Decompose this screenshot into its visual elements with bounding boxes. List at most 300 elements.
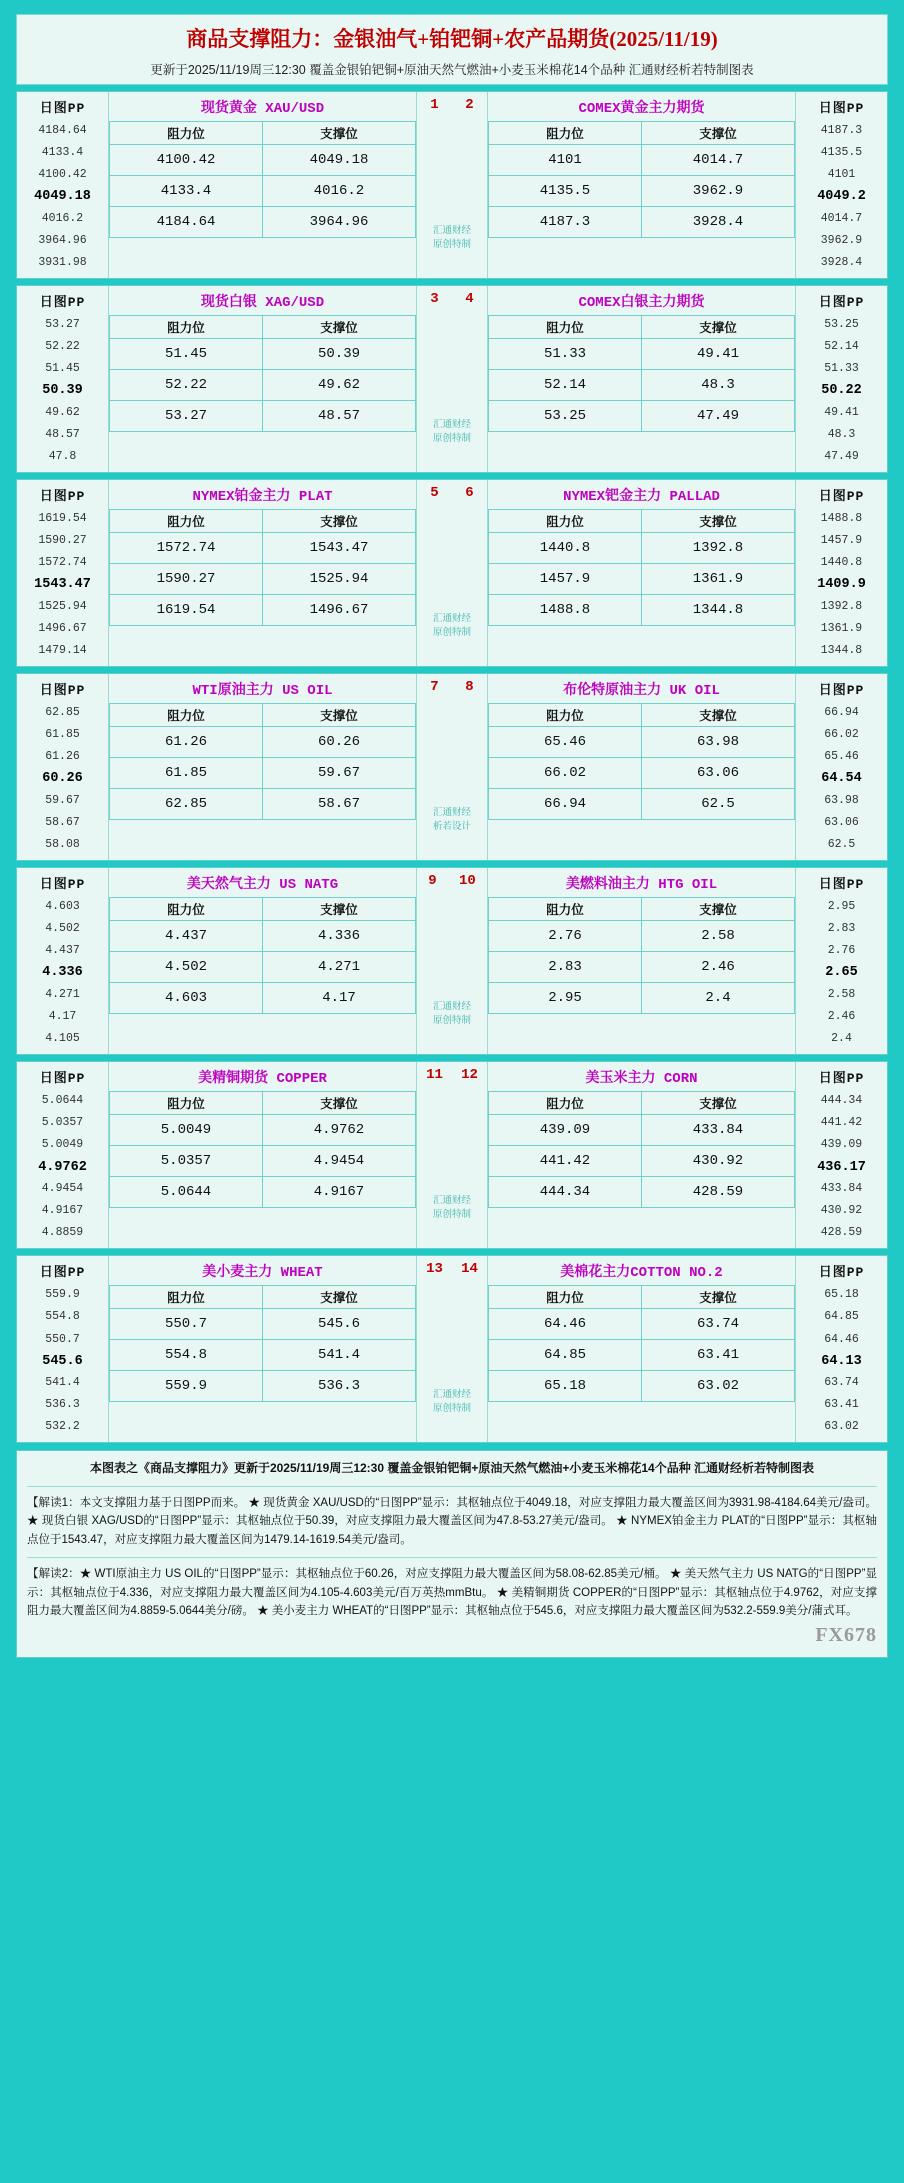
table-row <box>489 595 795 626</box>
watermark-line: 汇通财经 <box>432 418 471 430</box>
pivot-points-header: 日图PP <box>39 1071 86 1087</box>
resistance-value: 1440.8 <box>489 533 642 564</box>
instrument-panel-right <box>488 480 795 666</box>
pivot-points-header: 日图PP <box>39 295 86 311</box>
instrument-block <box>16 867 888 1055</box>
instrument-title: 美天然气主力 US NATG <box>186 877 339 894</box>
pivot-level: 64.46 <box>824 1332 859 1346</box>
pivot-points-column-right <box>795 480 887 666</box>
pivot-level: 4101 <box>827 168 856 182</box>
pivot-level: 2.46 <box>827 1010 856 1024</box>
pivot-points-list <box>17 508 108 666</box>
support-value: 1392.8 <box>642 533 795 564</box>
instrument-panel-right <box>488 868 795 1054</box>
pivot-points-column-right <box>795 674 887 860</box>
pivot-level: 4.9454 <box>41 1182 84 1196</box>
pivot-value: 64.13 <box>821 1353 862 1369</box>
block-number: 8 <box>465 679 474 696</box>
column-header-resistance: 阻力位 <box>110 510 263 533</box>
table-header-row <box>110 122 416 145</box>
pivot-level: 3964.96 <box>38 233 87 247</box>
instrument-block <box>16 1061 888 1249</box>
block-index-column <box>416 1062 488 1248</box>
table-row <box>489 370 795 401</box>
pivot-points-list <box>17 120 108 278</box>
table-row <box>110 1115 416 1146</box>
support-value: 428.59 <box>642 1177 795 1208</box>
table-row <box>110 533 416 564</box>
table-row <box>489 727 795 758</box>
pivot-points-column-left <box>17 1062 109 1248</box>
resistance-value: 4135.5 <box>489 176 642 207</box>
table-row <box>489 145 795 176</box>
table-row <box>110 207 416 238</box>
pivot-points-list <box>17 1284 108 1442</box>
block-index-column <box>416 480 488 666</box>
pivot-points-column-left <box>17 286 109 472</box>
instrument-title: COMEX黄金主力期货 <box>578 101 705 117</box>
pivot-level: 48.57 <box>45 427 80 441</box>
support-value: 63.02 <box>642 1371 795 1402</box>
legend-2: 【解读2：★ WTI原油主力 US OIL的“日图PP”显示：其枢轴点位于60.26，对应支撑阻力最大覆盖区间为58.08-62.85美元/桶。 ★ 美天然气主力 US NATG的“日图PP”显示：其枢轴点位于4.336，对应支撑阻力最大覆盖区间为4.105-4.603美元/百万英热mmBtu。 ★ 美精铜期货 COPPER的“日图PP”显示：其枢轴点位于4.9762，对应支撑阻力最大覆盖区间为4.8859-5.0644美分/磅。 ★ 美小麦主力 WHEAT的“日图PP”显示：其枢轴点位于545.6，对应支撑阻力最大覆盖区间为532.2-559.9美分/蒲式耳。 <box>27 1557 877 1620</box>
support-value: 58.67 <box>263 789 416 820</box>
pivot-level: 554.8 <box>45 1310 80 1324</box>
resistance-value: 441.42 <box>489 1146 642 1177</box>
table-header-row <box>110 1286 416 1309</box>
watermark-line: 汇通财经 <box>432 1194 471 1206</box>
pivot-level: 2.95 <box>827 900 856 914</box>
instrument-panel-left <box>109 286 416 472</box>
support-value: 4.336 <box>263 921 416 952</box>
table-header-row <box>489 1286 795 1309</box>
resistance-value: 4133.4 <box>110 176 263 207</box>
column-header-resistance: 阻力位 <box>489 316 642 339</box>
page-title: 商品支撑阻力：金银油气+铂钯铜+农产品期货(2025/11/19) <box>186 27 718 51</box>
table-row <box>110 401 416 432</box>
instrument-block <box>16 673 888 861</box>
column-header-resistance: 阻力位 <box>110 1286 263 1309</box>
column-header-resistance: 阻力位 <box>110 316 263 339</box>
pivot-level: 63.41 <box>824 1398 859 1412</box>
support-value: 4.271 <box>263 952 416 983</box>
pivot-level: 4.502 <box>45 922 80 936</box>
pivot-points-column-right <box>795 1256 887 1442</box>
resistance-value: 1619.54 <box>110 595 263 626</box>
table-row <box>489 921 795 952</box>
table-row <box>489 1115 795 1146</box>
pivot-level: 4135.5 <box>820 146 863 160</box>
watermark-line: 汇通财经 <box>432 1388 471 1400</box>
support-value: 4.9762 <box>263 1115 416 1146</box>
instrument-block <box>16 1255 888 1443</box>
instrument-title: 现货白银 XAG/USD <box>200 295 325 312</box>
table-header-row <box>110 1092 416 1115</box>
pivot-points-header: 日图PP <box>39 489 86 505</box>
pivot-points-list <box>796 120 887 278</box>
table-row <box>110 1309 416 1340</box>
block-index-column <box>416 674 488 860</box>
pivot-value: 64.54 <box>821 771 862 787</box>
pivot-level: 4016.2 <box>41 211 84 225</box>
block-numbers <box>417 674 487 699</box>
table-row <box>489 983 795 1014</box>
watermark-line: 汇通财经 <box>432 806 471 818</box>
table-row <box>489 1309 795 1340</box>
support-value: 60.26 <box>263 727 416 758</box>
table-row <box>489 533 795 564</box>
pivot-level: 3931.98 <box>38 255 87 269</box>
levels-table <box>109 509 416 626</box>
resistance-value: 61.85 <box>110 758 263 789</box>
support-value: 4.9167 <box>263 1177 416 1208</box>
pivot-level: 1619.54 <box>38 512 87 526</box>
table-row <box>110 952 416 983</box>
column-header-resistance: 阻力位 <box>489 898 642 921</box>
support-value: 1496.67 <box>263 595 416 626</box>
pivot-level: 63.02 <box>824 1420 859 1434</box>
pivot-level: 53.27 <box>45 318 80 332</box>
pivot-points-list <box>17 702 108 860</box>
pivot-level: 59.67 <box>45 794 80 808</box>
pivot-level: 2.4 <box>831 1032 852 1046</box>
block-number: 9 <box>428 873 437 890</box>
resistance-value: 62.85 <box>110 789 263 820</box>
levels-table <box>488 121 795 238</box>
block-number: 6 <box>465 485 474 502</box>
instrument-title: 美精铜期货 COPPER <box>198 1071 327 1088</box>
instrument-panel-right <box>488 286 795 472</box>
block-numbers <box>417 868 487 893</box>
pivot-level: 1440.8 <box>820 556 863 570</box>
levels-table <box>488 1091 795 1208</box>
resistance-value: 65.46 <box>489 727 642 758</box>
instrument-title: 美燃料油主力 HTG OIL <box>565 877 718 894</box>
column-header-resistance: 阻力位 <box>110 898 263 921</box>
watermark-line: 汇通财经 <box>432 1000 471 1012</box>
pivot-points-header: 日图PP <box>818 1265 865 1281</box>
instrument-title: 美玉米主力 CORN <box>585 1071 698 1088</box>
column-header-support: 支撑位 <box>263 316 416 339</box>
pivot-points-list <box>796 314 887 472</box>
pivot-points-header: 日图PP <box>818 877 865 893</box>
watermark-text <box>433 1388 471 1417</box>
support-value: 541.4 <box>263 1340 416 1371</box>
levels-table <box>488 703 795 820</box>
pivot-level: 62.85 <box>45 706 80 720</box>
table-header-row <box>110 316 416 339</box>
table-header-row <box>489 510 795 533</box>
column-header-resistance: 阻力位 <box>489 1286 642 1309</box>
pivot-level: 49.41 <box>824 405 859 419</box>
instrument-title: NYMEX钯金主力 PALLAD <box>563 489 720 506</box>
resistance-value: 1572.74 <box>110 533 263 564</box>
pivot-level: 1392.8 <box>820 599 863 613</box>
support-value: 4.9454 <box>263 1146 416 1177</box>
block-number: 14 <box>461 1261 478 1278</box>
pivot-level: 430.92 <box>820 1204 863 1218</box>
resistance-value: 4184.64 <box>110 207 263 238</box>
instrument-title: 布伦特原油主力 UK OIL <box>563 683 720 700</box>
resistance-value: 4.502 <box>110 952 263 983</box>
pivot-points-list <box>796 508 887 666</box>
pivot-points-header: 日图PP <box>39 683 86 699</box>
instrument-panel-right <box>488 1256 795 1442</box>
block-numbers <box>417 92 487 117</box>
block-index-column <box>416 868 488 1054</box>
pivot-level: 52.22 <box>45 340 80 354</box>
support-value: 2.4 <box>642 983 795 1014</box>
column-header-support: 支撑位 <box>642 898 795 921</box>
pivot-value: 1409.9 <box>817 577 866 593</box>
pivot-level: 47.8 <box>48 450 77 464</box>
block-index-column <box>416 92 488 278</box>
pivot-level: 61.85 <box>45 728 80 742</box>
column-header-support: 支撑位 <box>263 898 416 921</box>
pivot-level: 1572.74 <box>38 556 87 570</box>
resistance-value: 51.45 <box>110 339 263 370</box>
pivot-level: 49.62 <box>45 405 80 419</box>
watermark-line: 原创特制 <box>432 1015 471 1027</box>
support-value: 433.84 <box>642 1115 795 1146</box>
block-number: 3 <box>430 291 439 308</box>
pivot-level: 61.26 <box>45 750 80 764</box>
pivot-points-column-left <box>17 92 109 278</box>
block-numbers <box>417 1062 487 1087</box>
pivot-level: 4133.4 <box>41 146 84 160</box>
pivot-level: 439.09 <box>820 1138 863 1152</box>
support-value: 50.39 <box>263 339 416 370</box>
pivot-value: 50.22 <box>821 383 862 399</box>
pivot-points-header: 日图PP <box>818 1071 865 1087</box>
table-row <box>110 1177 416 1208</box>
watermark-line: 原创特制 <box>432 1403 471 1415</box>
watermark-line: 原创特制 <box>432 1209 471 1221</box>
pivot-level: 2.76 <box>827 944 856 958</box>
support-value: 536.3 <box>263 1371 416 1402</box>
table-header-row <box>110 510 416 533</box>
support-value: 4049.18 <box>263 145 416 176</box>
table-row <box>489 1340 795 1371</box>
pivot-level: 4.17 <box>48 1010 77 1024</box>
pivot-level: 4184.64 <box>38 124 87 137</box>
pivot-points-header: 日图PP <box>39 877 86 893</box>
pivot-points-header: 日图PP <box>818 295 865 311</box>
column-header-support: 支撑位 <box>642 122 795 145</box>
table-row <box>110 595 416 626</box>
pivot-level: 433.84 <box>820 1182 863 1196</box>
pivot-level: 1590.27 <box>38 534 87 548</box>
support-value: 4016.2 <box>263 176 416 207</box>
table-row <box>110 1146 416 1177</box>
resistance-value: 4187.3 <box>489 207 642 238</box>
resistance-value: 554.8 <box>110 1340 263 1371</box>
pivot-level: 4.271 <box>45 988 80 1002</box>
watermark-text <box>433 806 471 835</box>
pivot-level: 550.7 <box>45 1332 80 1346</box>
resistance-value: 65.18 <box>489 1371 642 1402</box>
table-row <box>110 145 416 176</box>
block-index-column <box>416 286 488 472</box>
support-value: 59.67 <box>263 758 416 789</box>
table-header-row <box>489 122 795 145</box>
pivot-level: 51.33 <box>824 362 859 376</box>
pivot-level: 65.18 <box>824 1288 859 1302</box>
resistance-value: 2.83 <box>489 952 642 983</box>
instrument-block <box>16 91 888 279</box>
pivot-level: 1488.8 <box>820 512 863 526</box>
pivot-level: 63.06 <box>824 816 859 830</box>
levels-table <box>109 1285 416 1402</box>
column-header-resistance: 阻力位 <box>489 1092 642 1115</box>
table-header-row <box>489 898 795 921</box>
instrument-block <box>16 285 888 473</box>
resistance-value: 64.85 <box>489 1340 642 1371</box>
instrument-panel-left <box>109 1062 416 1248</box>
block-number: 7 <box>430 679 439 696</box>
instrument-panel-right <box>488 92 795 278</box>
support-value: 49.62 <box>263 370 416 401</box>
resistance-value: 2.76 <box>489 921 642 952</box>
resistance-value: 66.94 <box>489 789 642 820</box>
column-header-resistance: 阻力位 <box>110 122 263 145</box>
support-value: 48.3 <box>642 370 795 401</box>
pivot-points-header: 日图PP <box>39 101 86 116</box>
pivot-level: 3962.9 <box>820 233 863 247</box>
pivot-level: 1496.67 <box>38 622 87 636</box>
pivot-points-column-left <box>17 868 109 1054</box>
pivot-level: 4100.42 <box>38 168 87 182</box>
watermark-line: 汇通财经 <box>432 612 471 624</box>
block-index-column <box>416 1256 488 1442</box>
support-value: 3928.4 <box>642 207 795 238</box>
pivot-points-list <box>17 1090 108 1248</box>
instrument-title: COMEX白银主力期货 <box>578 295 705 312</box>
pivot-level: 47.49 <box>824 450 859 464</box>
table-row <box>110 1340 416 1371</box>
pivot-level: 58.08 <box>45 838 80 852</box>
instrument-panel-left <box>109 674 416 860</box>
watermark-line: 原创特制 <box>432 626 471 638</box>
table-row <box>110 789 416 820</box>
pivot-level: 4.437 <box>45 944 80 958</box>
pivot-points-list <box>796 1090 887 1248</box>
pivot-level: 1479.14 <box>38 644 87 658</box>
instrument-panel-right <box>488 674 795 860</box>
pivot-value: 4.336 <box>42 965 83 981</box>
table-row <box>489 1146 795 1177</box>
support-value: 63.41 <box>642 1340 795 1371</box>
column-header-support: 支撑位 <box>642 1092 795 1115</box>
watermark-text <box>433 612 471 641</box>
table-header-row <box>489 316 795 339</box>
page-subtitle: 更新于2025/11/19周三12:30 覆盖金银铂钯铜+原油天然气燃油+小麦玉米棉花14个品种 汇通财经析若特制图表 <box>150 63 754 77</box>
pivot-points-column-right <box>795 1062 887 1248</box>
column-header-resistance: 阻力位 <box>489 510 642 533</box>
resistance-value: 1457.9 <box>489 564 642 595</box>
column-header-support: 支撑位 <box>642 1286 795 1309</box>
table-row <box>110 921 416 952</box>
pivot-level: 65.46 <box>824 750 859 764</box>
table-row <box>489 339 795 370</box>
pivot-level: 63.74 <box>824 1376 859 1390</box>
watermark-line: 析若设计 <box>432 821 471 832</box>
pivot-level: 4187.3 <box>820 124 863 137</box>
table-row <box>110 176 416 207</box>
pivot-level: 1361.9 <box>820 622 863 636</box>
pivot-points-header: 日图PP <box>818 101 865 116</box>
support-value: 1344.8 <box>642 595 795 626</box>
support-value: 49.41 <box>642 339 795 370</box>
block-number: 5 <box>430 485 439 502</box>
brand-watermark: FX678 <box>815 1624 877 1647</box>
resistance-value: 53.25 <box>489 401 642 432</box>
support-value: 2.46 <box>642 952 795 983</box>
pivot-level: 536.3 <box>45 1398 80 1412</box>
block-number: 13 <box>426 1261 443 1278</box>
pivot-level: 62.5 <box>827 838 856 852</box>
pivot-level: 1344.8 <box>820 644 863 658</box>
pivot-level: 441.42 <box>820 1116 863 1130</box>
table-row <box>110 564 416 595</box>
support-value: 1525.94 <box>263 564 416 595</box>
resistance-value: 1590.27 <box>110 564 263 595</box>
support-value: 430.92 <box>642 1146 795 1177</box>
support-value: 48.57 <box>263 401 416 432</box>
resistance-value: 66.02 <box>489 758 642 789</box>
instrument-panel-left <box>109 92 416 278</box>
instrument-panel-left <box>109 480 416 666</box>
levels-table <box>488 315 795 432</box>
table-row <box>110 727 416 758</box>
pivot-level: 66.02 <box>824 728 859 742</box>
pivot-level: 1457.9 <box>820 534 863 548</box>
resistance-value: 5.0049 <box>110 1115 263 1146</box>
table-header-row <box>489 1092 795 1115</box>
pivot-points-header: 日图PP <box>818 489 865 505</box>
levels-table <box>109 703 416 820</box>
pivot-level: 2.83 <box>827 922 856 936</box>
pivot-value: 1543.47 <box>34 577 91 593</box>
pivot-level: 58.67 <box>45 816 80 830</box>
column-header-resistance: 阻力位 <box>110 1092 263 1115</box>
pivot-points-header: 日图PP <box>818 683 865 699</box>
column-header-support: 支撑位 <box>642 704 795 727</box>
support-value: 63.06 <box>642 758 795 789</box>
watermark-line: 原创特制 <box>432 238 471 250</box>
pivot-points-column-left <box>17 480 109 666</box>
watermark-line: 汇通财经 <box>432 224 471 236</box>
pivot-level: 4014.7 <box>820 211 863 225</box>
instrument-block <box>16 479 888 667</box>
pivot-level: 4.8859 <box>41 1226 84 1240</box>
support-value: 4.17 <box>263 983 416 1014</box>
pivot-level: 4.105 <box>45 1032 80 1046</box>
column-header-support: 支撑位 <box>263 1092 416 1115</box>
instrument-panel-right <box>488 1062 795 1248</box>
resistance-value: 4.603 <box>110 983 263 1014</box>
support-value: 1543.47 <box>263 533 416 564</box>
pivot-level: 52.14 <box>824 340 859 354</box>
column-header-resistance: 阻力位 <box>110 704 263 727</box>
pivot-level: 2.58 <box>827 988 856 1002</box>
resistance-value: 550.7 <box>110 1309 263 1340</box>
pivot-level: 5.0644 <box>41 1094 84 1108</box>
pivot-points-list <box>796 702 887 860</box>
resistance-value: 4100.42 <box>110 145 263 176</box>
support-value: 62.5 <box>642 789 795 820</box>
levels-table <box>109 897 416 1014</box>
block-number: 10 <box>458 873 476 890</box>
